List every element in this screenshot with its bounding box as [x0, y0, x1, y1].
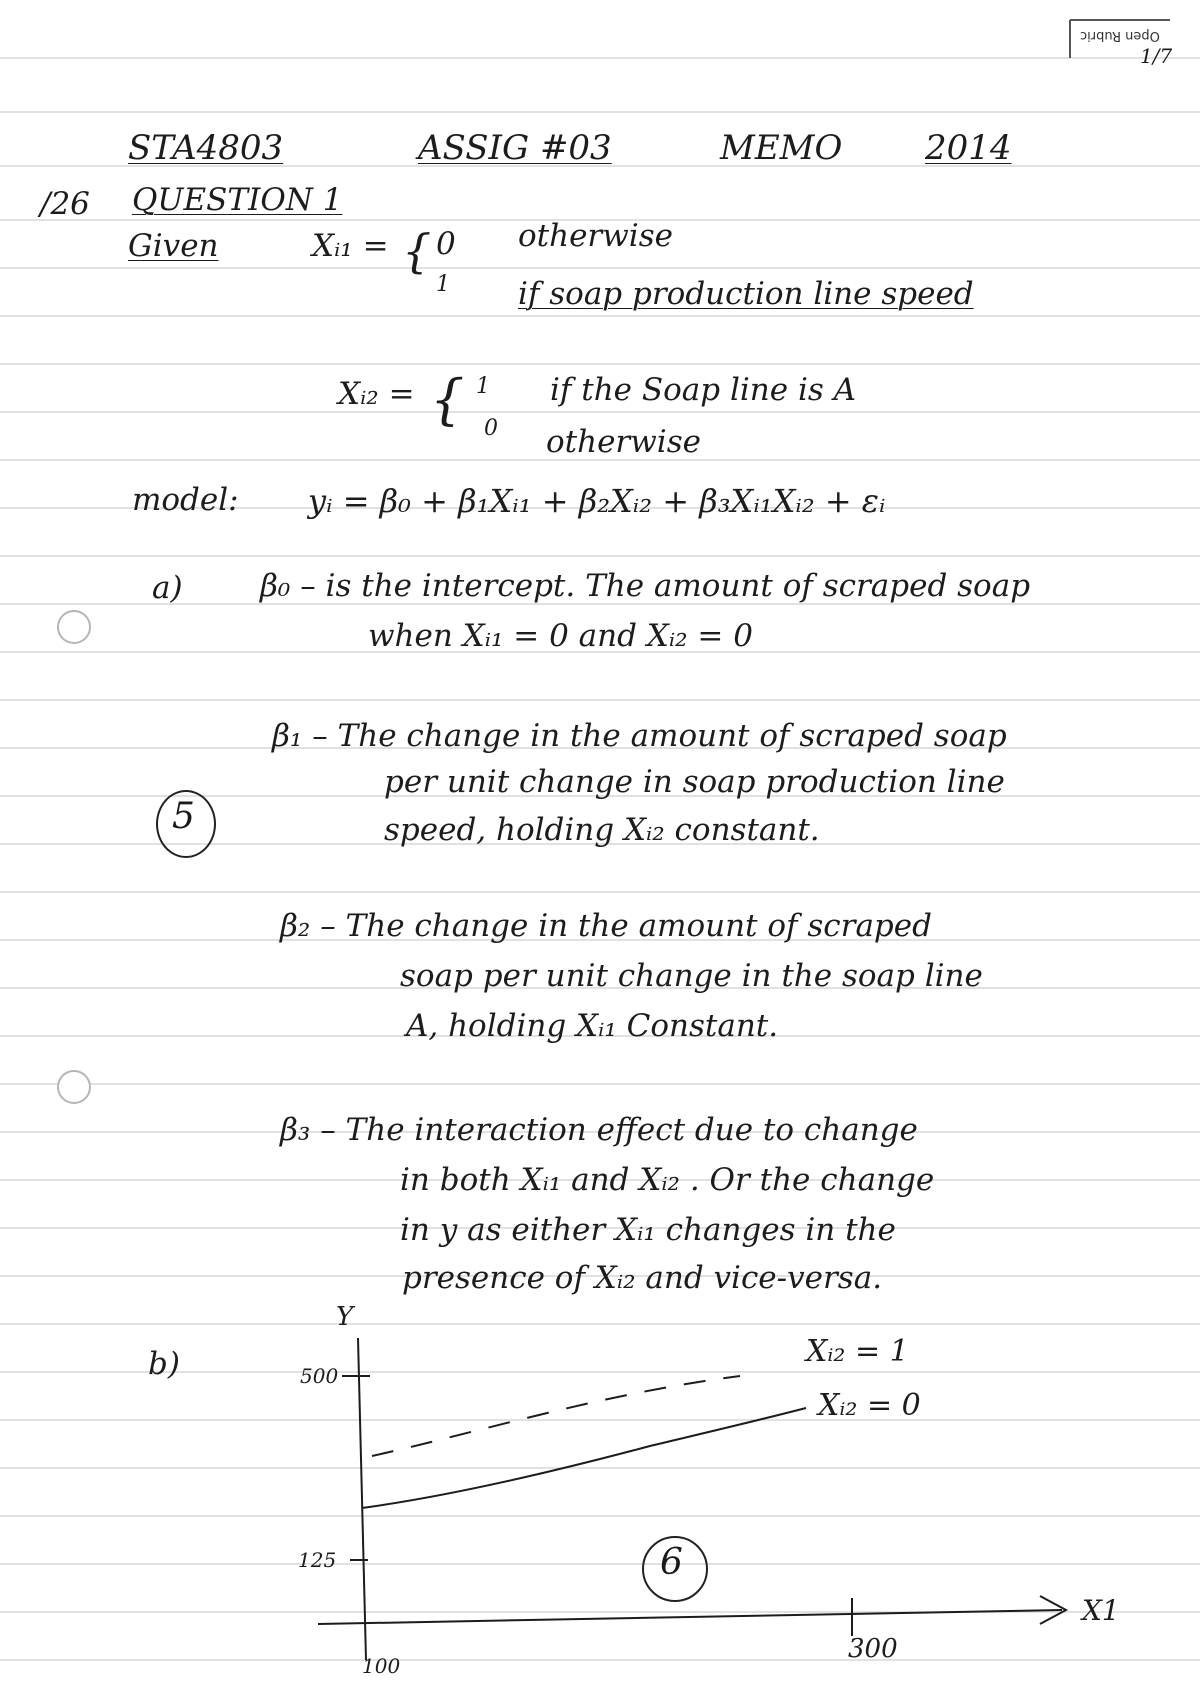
xi2-case0-value: 0 [484, 416, 498, 441]
xi2-brace: { [430, 368, 465, 431]
beta3-line1: β₃ – The interaction effect due to change [280, 1112, 918, 1148]
model-equation: yᵢ = β₀ + β₁Xᵢ₁ + β₂Xᵢ₂ + β₃Xᵢ₁Xᵢ₂ + εᵢ [308, 482, 886, 520]
question-title: QUESTION 1 [132, 182, 343, 218]
y-axis-label: Y [336, 1302, 354, 1332]
series-line-xi2-0 [362, 1408, 806, 1508]
x-tick-300-label: 300 [848, 1634, 898, 1664]
beta3-line4: presence of Xᵢ₂ and vice-versa. [402, 1260, 883, 1296]
beta1-line3: speed, holding Xᵢ₂ constant. [384, 812, 820, 848]
memo-year: 2014 [925, 128, 1012, 168]
xi1-case1-text: if soap production line speed [518, 276, 974, 312]
beta2-line2: soap per unit change in the soap line [400, 958, 983, 994]
question-score: /26 [40, 186, 90, 222]
model-label: model: [132, 482, 239, 518]
beta2-line1: β₂ – The change in the amount of scraped [280, 908, 932, 944]
beta3-line3: in y as either Xᵢ₁ changes in the [400, 1212, 896, 1248]
legend-xi2-1: Xᵢ₂ = 1 [806, 1334, 909, 1369]
xi2-case0-text: otherwise [546, 424, 701, 460]
x-tick-100-label: 100 [362, 1654, 401, 1678]
xi1-brace: { [402, 224, 432, 278]
xi1-case1-value: 1 [436, 272, 450, 297]
xi2-lhs: Xᵢ₂ = [338, 376, 415, 412]
series-line-xi2-1 [372, 1376, 740, 1456]
beta2-line3: A, holding Xᵢ₁ Constant. [406, 1008, 779, 1044]
xi2-case1-text: if the Soap line is A [550, 372, 857, 408]
beta0-line2: when Xᵢ₁ = 0 and Xᵢ₂ = 0 [368, 618, 753, 654]
part-b-mark: 6 [660, 1542, 683, 1583]
part-a-mark: 5 [172, 796, 195, 837]
assignment-number: ASSIG #03 [418, 128, 612, 168]
part-b-label: b) [148, 1346, 180, 1382]
y-tick-500-label: 500 [300, 1364, 339, 1388]
x-axis-label: X1 [1082, 1594, 1120, 1627]
part-a-label: a) [152, 570, 183, 606]
beta1-line2: per unit change in soap production line [384, 764, 1005, 800]
y-tick-125-label: 125 [298, 1548, 337, 1572]
legend-xi2-0: Xᵢ₂ = 0 [818, 1388, 921, 1423]
xi1-case0-value: 0 [436, 226, 456, 262]
beta1-line1: β₁ – The change in the amount of scraped soap [272, 718, 1007, 754]
beta3-line2: in both Xᵢ₁ and Xᵢ₂ . Or the change [400, 1162, 935, 1198]
y-axis [358, 1338, 366, 1660]
xi1-lhs: Xᵢ₁ = [312, 228, 389, 264]
xi1-case0-text: otherwise [518, 218, 673, 254]
memo-label: MEMO [720, 128, 843, 168]
page-mark: 1/7 [1140, 44, 1173, 68]
beta0-line1: β₀ – is the intercept. The amount of scraped soap [260, 568, 1031, 604]
x-axis [318, 1610, 1062, 1624]
open-rubric-stamp: Open Rubric [1080, 28, 1160, 43]
xi2-case1-value: 1 [476, 374, 490, 399]
course-code: STA4803 [128, 128, 284, 168]
given-label: Given [128, 228, 219, 264]
